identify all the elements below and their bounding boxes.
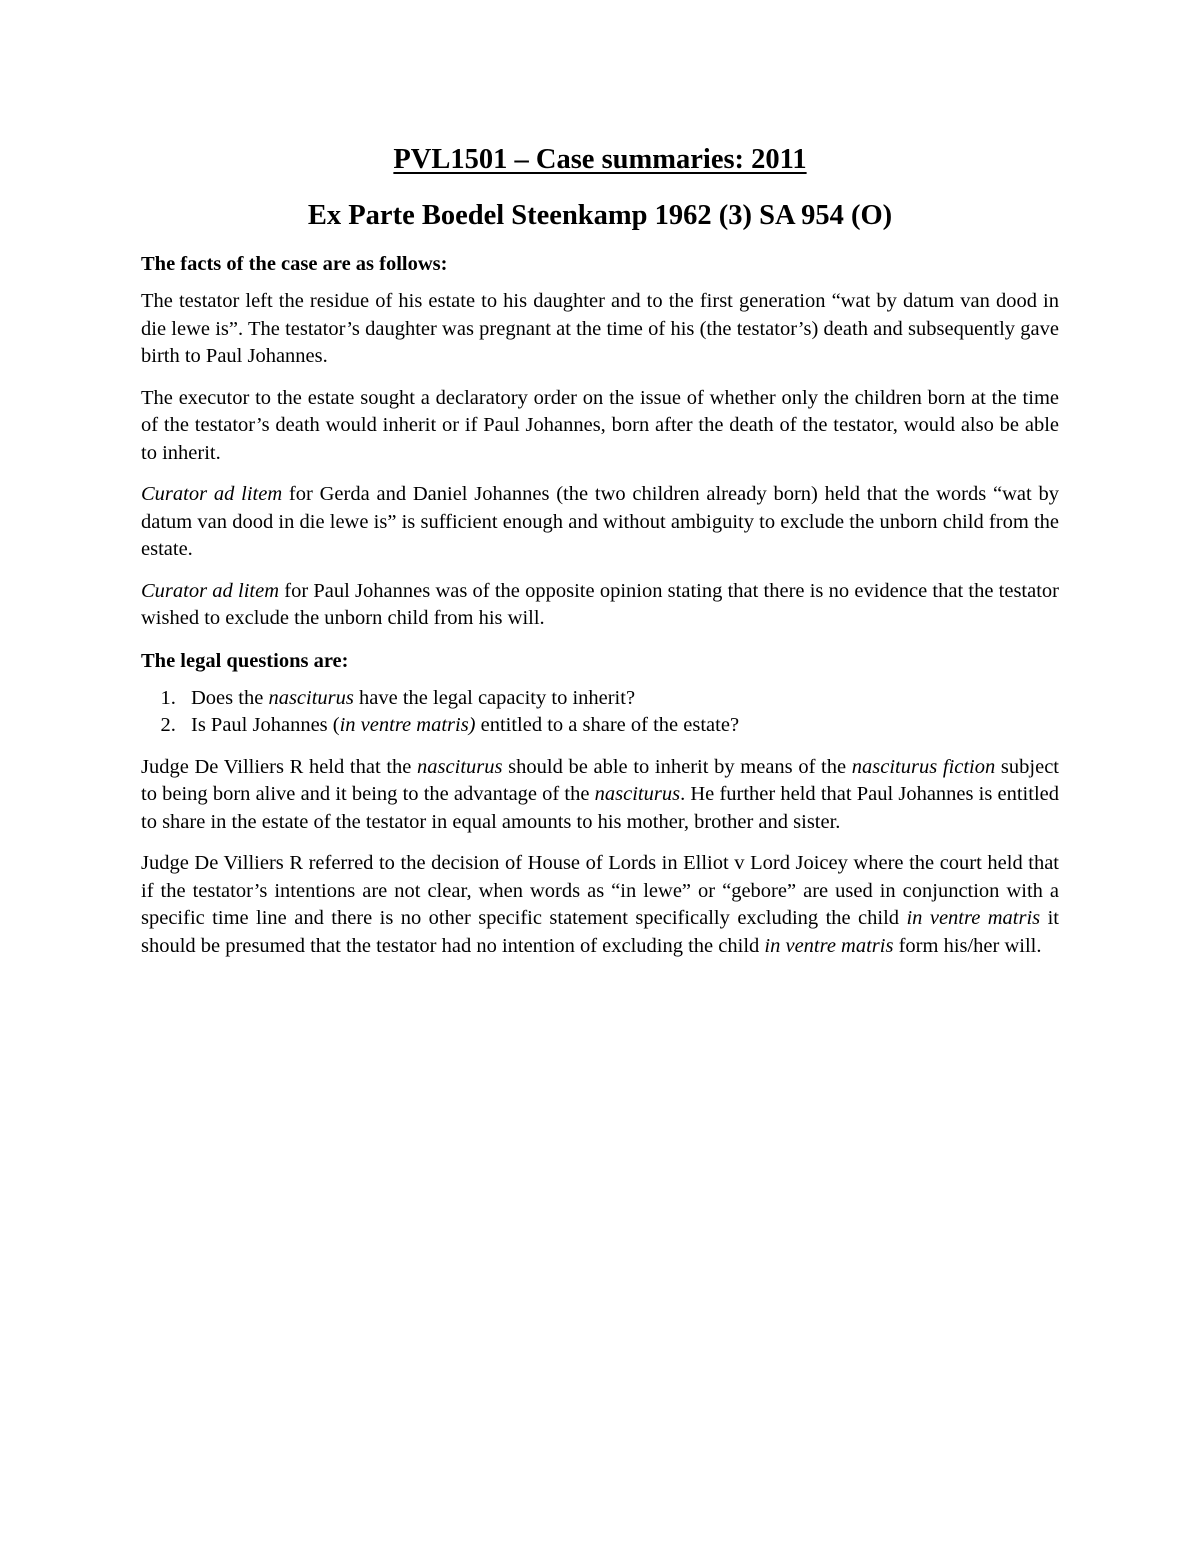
curator-term: Curator ad litem (141, 483, 283, 505)
document-title: PVL1501 – Case summaries: 2011 (393, 144, 807, 175)
facts-paragraph-1: The testator left the residue of his estate to his daughter and to the first generation “wat by datum van dood in die lewe is”. The testator’s daughter was pregnant at the time of his (the testator’s) death and subsequently gave birth to Paul Johannes. (141, 290, 1059, 367)
curator-term: Curator ad litem (141, 579, 280, 602)
referred-paragraph: Judge De Villiers R referred to the decision of House of Lords in Elliot v Lord Joicey where the court held that if the testator’s intentions are not clear, when words as “in lewe” or “gebore” are used in conjunction with a specific time line and there is no other specific statement specifically excluding the child in ventre matris it should be presumed that the testator had no intention of excluding the child in ventre matris form his/her will. (141, 852, 1059, 957)
questions-heading: The legal questions are: (141, 649, 349, 672)
facts-heading: The facts of the case are as follows: (141, 253, 448, 275)
document-page (141, 140, 1059, 960)
question-item: 1. Does the nasciturus have the legal capacity to inherit? (181, 685, 1059, 713)
facts-paragraph-2: The executor to the estate sought a declaratory order on the issue of whether only the children born at the time of the testator’s death would inherit or if Paul Johannes, born after the death of the testator, would also be able to inherit. (141, 386, 1059, 464)
question-item: 2. Is Paul Johannes (in ventre matris) entitled to a share of the estate? (181, 712, 1059, 740)
curator-paragraph-1: Curator ad litem for Gerda and Daniel Johannes (the two children already born) held that the words “wat by datum van dood in die lewe is” is sufficient enough and without ambiguity to exclude the unborn child from the estate. (141, 483, 1059, 560)
questions-list (141, 685, 1059, 740)
case-title: Ex Parte Boedel Steenkamp 1962 (3) SA 954 (O) (307, 200, 893, 231)
held-paragraph: Judge De Villiers R held that the nasciturus should be able to inherit by means of the nasciturus fiction subject to being born alive and it being to the advantage of the nasciturus. He further held that Paul Johannes is entitled to share in the estate of the testator in equal amounts to his mother, brother and sister. (141, 755, 1059, 833)
curator-paragraph-2: Curator ad litem for Paul Johannes was of the opposite opinion stating that there is no evidence that the testator wished to exclude the unborn child from his will. (141, 579, 1060, 629)
